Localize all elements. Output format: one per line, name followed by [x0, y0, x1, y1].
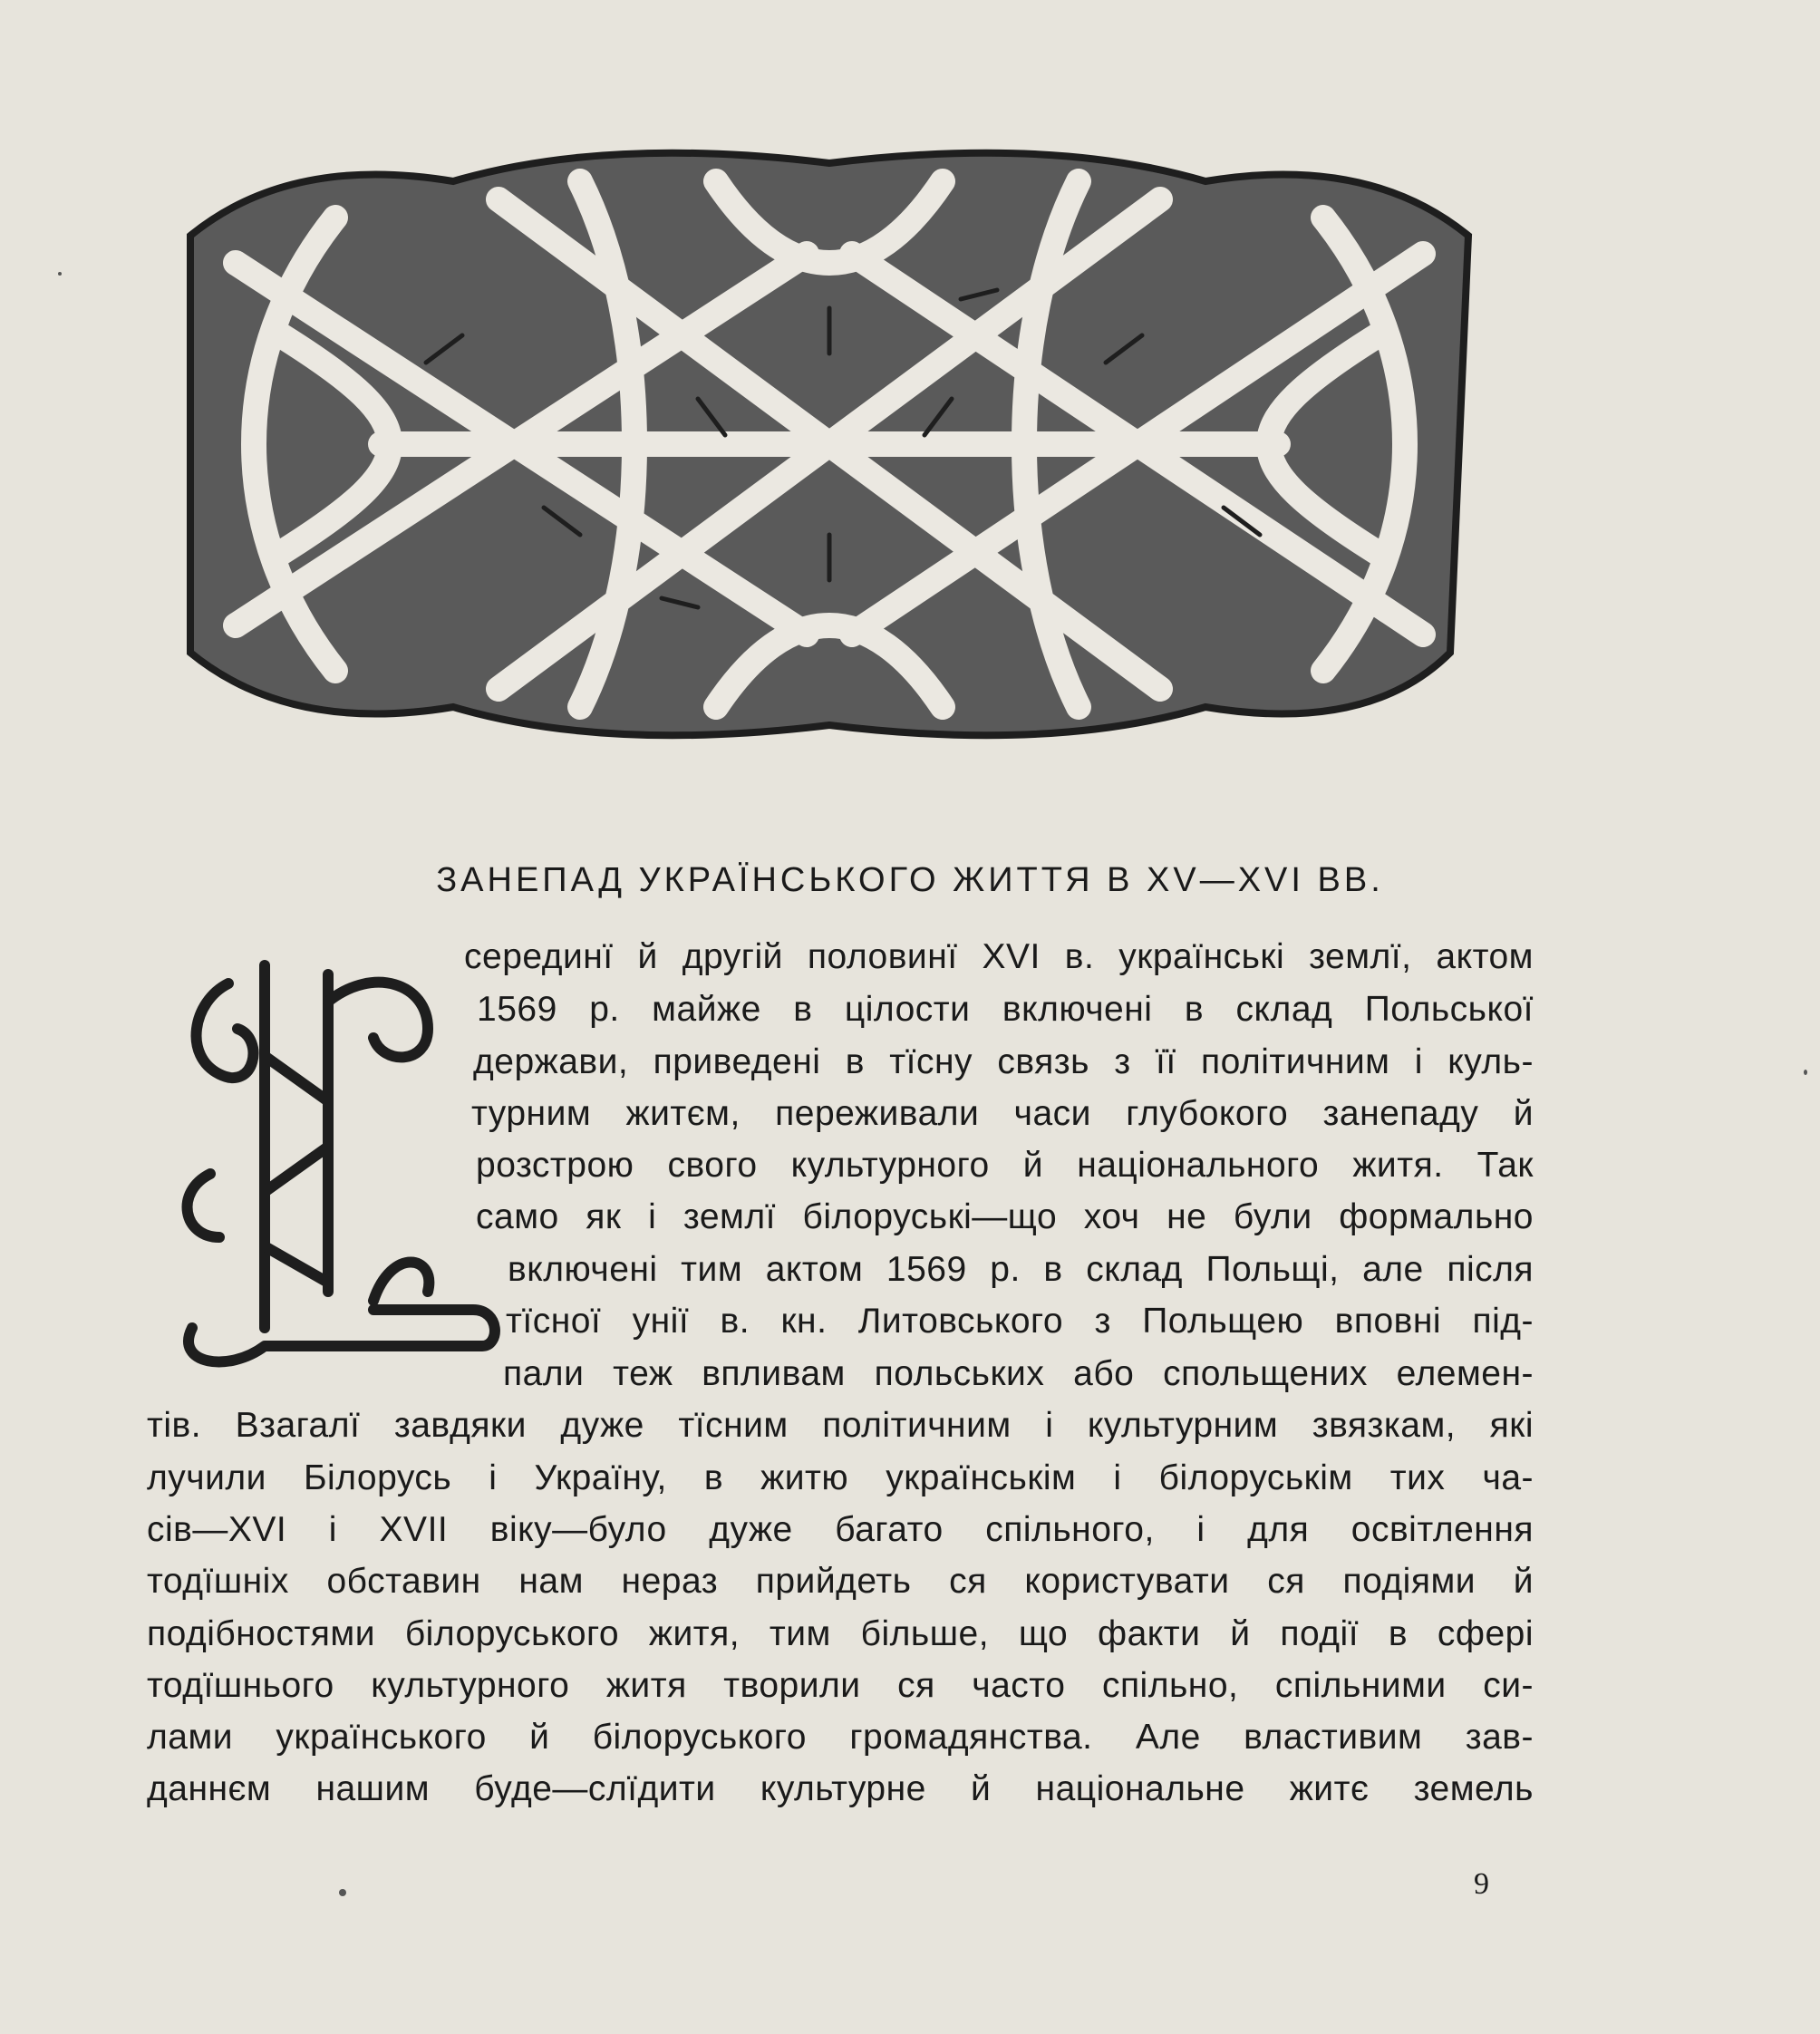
body-line: держави, приведені в тїсну связь з її політичним і куль-	[473, 1042, 1534, 1081]
body-line: включені тим актом 1569 р. в склад Польщі, але після	[508, 1250, 1534, 1289]
body-line: серединї й другій половинї XVI в. українські землї, актом	[464, 937, 1534, 976]
paper-speck	[339, 1889, 346, 1896]
decorative-initial-letter	[156, 947, 500, 1382]
body-line: тїсної унії в. кн. Литовського з Польщею вповні під-	[506, 1302, 1534, 1341]
body-line: тодїшнього культурного житя творили ся часто спільно, спільними си-	[147, 1666, 1534, 1705]
body-line: 1569 р. майже в цілости включені в склад Польської	[477, 990, 1534, 1029]
paper-speck	[58, 272, 62, 276]
body-line: даннєм нашим буде—слїдити культурне й національне житє земель	[147, 1769, 1534, 1808]
chapter-heading: ЗАНЕПАД УКРАЇНСЬКОГО ЖИТТЯ В XV—XVI ВВ.	[436, 861, 1384, 899]
ornament-outline-group	[190, 153, 1468, 736]
body-line: лучили Білорусь і Україну, в житю українськім і білоруськім тих ча-	[147, 1458, 1534, 1497]
interlace-ornament-headpiece	[154, 127, 1505, 761]
body-line: подібностями білоруського житя, тим більше, що факти й події в сфері	[147, 1614, 1534, 1653]
paper-speck	[1804, 1070, 1807, 1075]
page-number: 9	[1474, 1867, 1489, 1901]
body-line: пали теж впливам польських або спольщених елемен-	[503, 1354, 1534, 1393]
body-line: лами українського й білоруського громадянства. Але властивим зав-	[147, 1718, 1534, 1757]
body-line: сів—XVI і XVII віку—було дуже багато спільного, і для освітлення	[147, 1510, 1534, 1549]
body-line: турним житєм, переживали часи глубокого занепаду й	[471, 1094, 1534, 1133]
body-line: тів. Взагалї завдяки дуже тїсним політичним і культурним звязкам, які	[147, 1406, 1534, 1445]
body-line: само як і землї білоруські—що хоч не були формально	[476, 1197, 1534, 1236]
initial-letter-strokes	[188, 965, 495, 1361]
body-line: тодїшніх обставин нам нераз прийдеть ся користувати ся подіями й	[147, 1562, 1534, 1601]
body-line: розстрою свого культурного й національного житя. Так	[476, 1146, 1534, 1185]
